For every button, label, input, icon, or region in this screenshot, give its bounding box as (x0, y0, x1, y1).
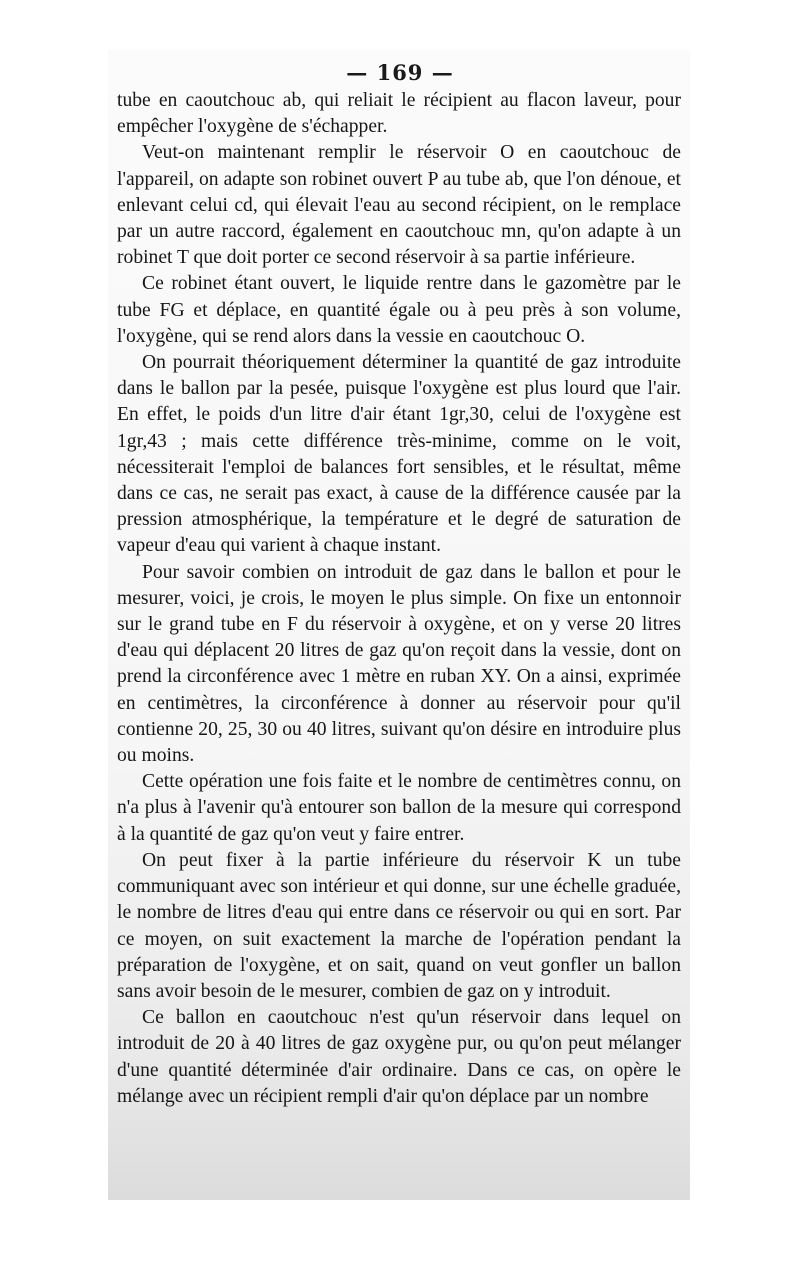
page-number: — 169 — (346, 60, 454, 85)
paragraph: Ce robinet étant ouvert, le liquide rentre dans le gazomètre par le tube FG et déplace, en quantité égale ou à peu près à son volume, l'oxygène, qui se rend alors dans la vessie en caoutchouc O. (117, 273, 681, 347)
paragraph: On pourrait théoriquement déterminer la quantité de gaz introduite dans le ballon par la pesée, puisque l'oxygène est plus lourd que l'air. En effet, le poids d'un litre d'air étant 1gr,30, celui de l'oxygène est 1gr,43 ; mais cette différence très-minime, comme on le voit, nécessiterait l'emploi de balances fort sensibles, et le résultat, même dans ce cas, ne serait pas exact, à cause de la différence causée par la pression atmosphérique, la température et le degré de saturation de vapeur d'eau qui varient à chaque instant. (117, 352, 681, 557)
body-text (117, 88, 681, 1110)
paragraph: Pour savoir combien on introduit de gaz dans le ballon et pour le mesurer, voici, je crois, le moyen le plus simple. On fixe un entonnoir sur le grand tube en F du réservoir à oxygène, et on y verse 20 litres d'eau qui déplacent 20 litres de gaz qu'on reçoit dans la vessie, dont on prend la circonférence avec 1 mètre en ruban XY. On a ainsi, exprimée en centimètres, la circonférence à donner au réservoir pour qu'il contienne 20, 25, 30 ou 40 litres, suivant qu'on désire en introduire plus ou moins. (117, 561, 681, 767)
paragraph: Veut-on maintenant remplir le réservoir O en caoutchouc de l'appareil, on adapte son robinet ouvert P au tube ab, que l'on dénoue, et enlevant celui cd, qui élevait l'eau au second récipient, on le remplace par un autre raccord, également en caoutchouc mn, qu'on adapte à un robinet T que doit porter ce second réservoir à sa partie inférieure. (117, 142, 681, 269)
paragraph: On peut fixer à la partie inférieure du réservoir K un tube communiquant avec son intérieur et qui donne, sur une échelle graduée, le nombre de litres d'eau qui entre dans ce réservoir ou qui en sort. Par ce moyen, on suit exactement la marche de l'opération pendant la préparation de l'oxygène, et on sait, quand on veut gonfler un ballon sans avoir besoin de le mesurer, combien de gaz on y introduit. (117, 849, 681, 1002)
paragraph: tube en caoutchouc ab, qui reliait le récipient au flacon laveur, pour empêcher l'oxygène de s'échapper. (117, 90, 681, 138)
paragraph: Cette opération une fois faite et le nombre de centimètres connu, on n'a plus à l'avenir qu'à entourer son ballon de la mesure qui correspond à la quantité de gaz qu'on veut y faire entrer. (117, 771, 681, 845)
paragraph: Ce ballon en caoutchouc n'est qu'un réservoir dans lequel on introduit de 20 à 40 litres de gaz oxygène pur, ou qu'on peut mélanger d'une quantité déterminée d'air ordinaire. Dans ce cas, on opère le mélange avec un récipient rempli d'air qu'on déplace par un nombre (117, 1007, 681, 1107)
